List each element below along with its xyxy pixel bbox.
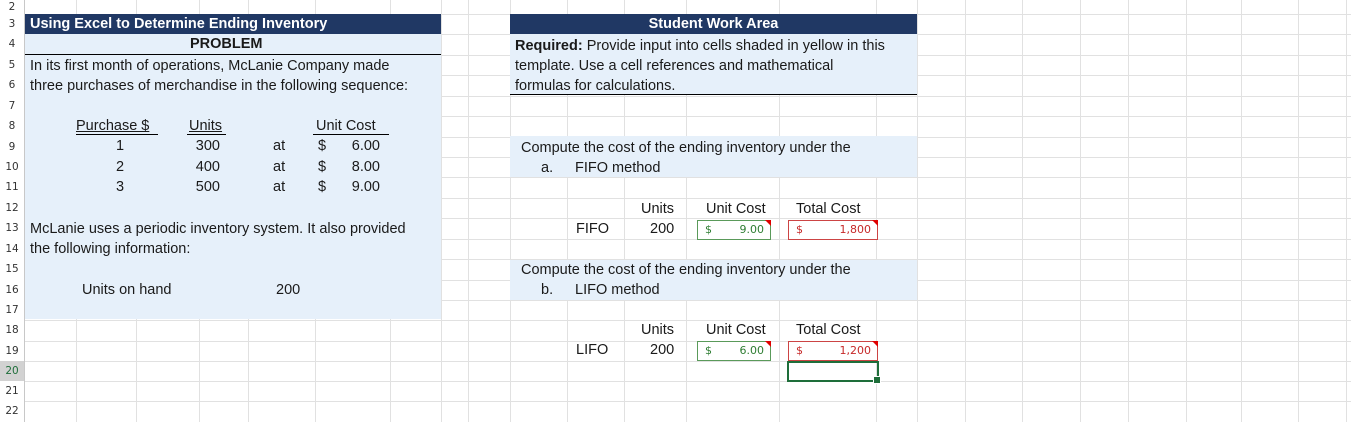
purchase-units: 300 [195, 138, 220, 154]
currency-symbol: $ [796, 223, 803, 236]
row-header[interactable]: 2 [8, 1, 16, 13]
required-line-2: template. Use a cell references and mathematical [515, 58, 834, 74]
comment-indicator-icon[interactable] [872, 341, 878, 347]
lifo-prompt: Compute the cost of the ending inventory under the [521, 262, 851, 278]
currency-symbol: $ [705, 223, 712, 236]
row-header[interactable]: 18 [5, 324, 19, 336]
fifo-unit-cost-value: 9.00 [739, 223, 764, 236]
fifo-total-cost-header: Total Cost [796, 201, 861, 217]
unit-cost-header: Unit Cost [316, 118, 376, 134]
problem-subtitle-rule [25, 54, 441, 55]
system-line-2: the following information: [30, 241, 191, 257]
purchase-unit-cost: 8.00 [351, 159, 380, 175]
row-header[interactable]: 14 [5, 243, 19, 255]
fifo-units-header: Units [641, 201, 675, 217]
row-header[interactable]: 8 [8, 120, 16, 132]
row-header[interactable]: 15 [5, 263, 19, 275]
row-header[interactable]: 7 [8, 100, 16, 112]
purchase-units: 400 [195, 159, 220, 175]
purchase-currency: $ [318, 138, 327, 154]
purchase-number: 2 [115, 159, 125, 175]
purchase-number: 3 [115, 179, 125, 195]
work-area-title: Student Work Area [648, 16, 779, 32]
purchase-at: at [273, 179, 286, 195]
problem-title: Using Excel to Determine Ending Inventory [30, 16, 328, 32]
required-rule [510, 94, 917, 95]
purchase-currency: $ [318, 179, 327, 195]
lifo-unit-cost-header: Unit Cost [706, 322, 766, 338]
active-cell-selection[interactable] [787, 361, 879, 382]
purchase-unit-cost: 9.00 [351, 179, 380, 195]
problem-subtitle: PROBLEM [190, 36, 263, 52]
units-on-hand-label: Units on hand [82, 282, 172, 298]
lifo-method: LIFO method [575, 282, 660, 298]
lifo-letter: b. [541, 282, 554, 298]
lifo-total-cost-header: Total Cost [796, 322, 861, 338]
comment-indicator-icon[interactable] [872, 220, 878, 226]
row-header[interactable]: 11 [5, 181, 19, 193]
comment-indicator-icon[interactable] [765, 220, 771, 226]
fifo-unit-cost-header: Unit Cost [706, 201, 766, 217]
required-line-3: formulas for calculations. [515, 78, 676, 94]
row-header[interactable]: 19 [5, 345, 19, 357]
purchase-units: 500 [195, 179, 220, 195]
fifo-units-value: 200 [650, 221, 675, 237]
units-header: Units [189, 118, 223, 134]
required-text-1: Provide input into cells shaded in yellow in this [582, 38, 885, 54]
intro-line-1: In its first month of operations, McLanie Company made [30, 58, 390, 74]
lifo-unit-cost-value: 6.00 [739, 344, 764, 357]
system-line-1: McLanie uses a periodic inventory system. It also provided [30, 221, 406, 237]
fifo-letter: a. [541, 160, 554, 176]
row-header[interactable]: 3 [8, 18, 16, 30]
header-rule-unit-cost [313, 134, 389, 135]
lifo-total-cost-cell[interactable] [788, 341, 878, 361]
currency-symbol: $ [705, 344, 712, 357]
lifo-unit-cost-cell[interactable] [697, 341, 771, 361]
row-header[interactable]: 4 [8, 38, 16, 50]
purchase-header: Purchase $ [76, 118, 150, 134]
lifo-units-header: Units [641, 322, 675, 338]
currency-symbol: $ [796, 344, 803, 357]
fill-handle[interactable] [873, 376, 881, 384]
work-area-title-bar [510, 14, 917, 34]
purchase-currency: $ [318, 159, 327, 175]
problem-title-bar [25, 14, 441, 34]
row-header[interactable]: 16 [5, 284, 19, 296]
lifo-total-cost-value: 1,200 [839, 344, 871, 357]
row-header[interactable]: 17 [5, 304, 19, 316]
fifo-method: FIFO method [575, 160, 661, 176]
row-header[interactable]: 9 [8, 141, 16, 153]
fifo-prompt: Compute the cost of the ending inventory under the [521, 140, 851, 156]
header-rule-purchase [76, 134, 158, 135]
header-rule-units [187, 134, 226, 135]
row-header[interactable]: 21 [5, 385, 19, 397]
lifo-row-label: LIFO [576, 342, 609, 358]
row-header[interactable]: 22 [5, 405, 19, 417]
fifo-total-cost-cell[interactable] [788, 220, 878, 240]
row-header[interactable]: 13 [5, 222, 19, 234]
row-header[interactable]: 12 [5, 202, 19, 214]
fifo-row-label: FIFO [576, 221, 610, 237]
purchase-unit-cost: 6.00 [351, 138, 380, 154]
fifo-unit-cost-cell[interactable] [697, 220, 771, 240]
purchase-at: at [273, 159, 286, 175]
fifo-total-cost-value: 1,800 [839, 223, 871, 236]
row-header[interactable]: 10 [5, 161, 19, 173]
purchase-number: 1 [115, 138, 125, 154]
comment-indicator-icon[interactable] [765, 341, 771, 347]
required-label: Required: [515, 38, 583, 54]
intro-line-2: three purchases of merchandise in the following sequence: [30, 78, 409, 94]
row-header[interactable]: 5 [8, 59, 16, 71]
row-header[interactable]: 6 [8, 79, 16, 91]
row-header[interactable]: 20 [0, 361, 24, 381]
purchase-at: at [273, 138, 286, 154]
units-on-hand-value: 200 [276, 282, 301, 298]
lifo-units-value: 200 [650, 342, 675, 358]
required-line-1 [515, 36, 885, 56]
